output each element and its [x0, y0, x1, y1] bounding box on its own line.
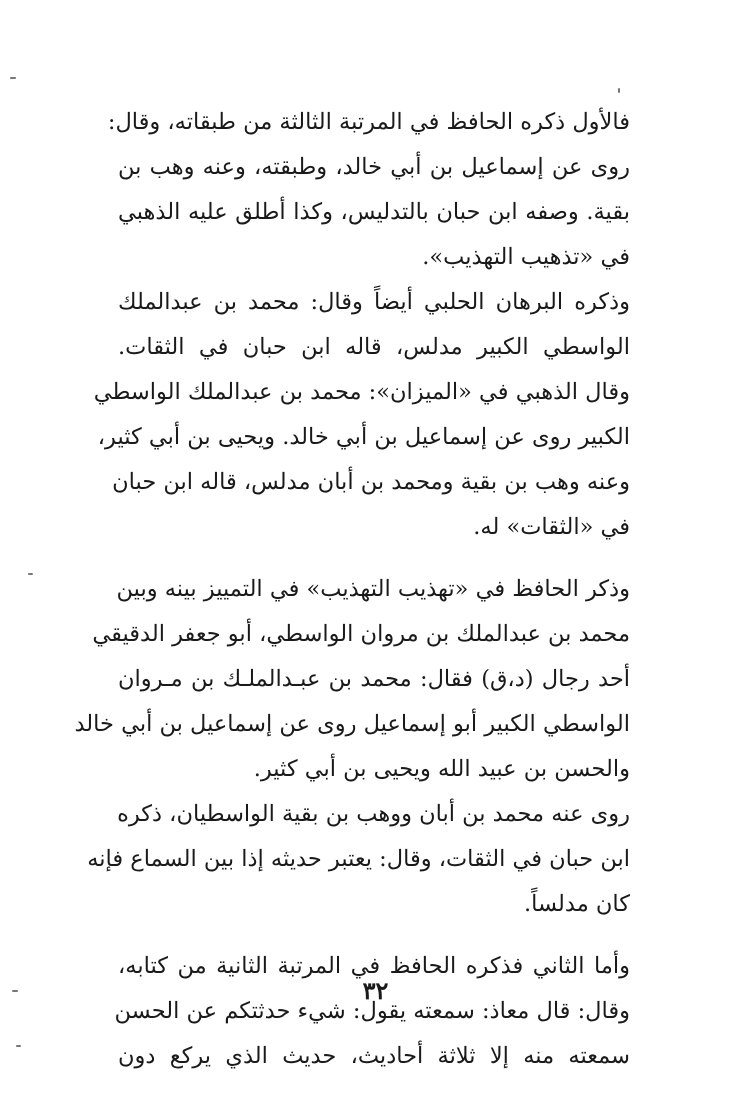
text-line: وقال: قال معاذ: سمعته يقول: شيء حدثتكم عن الحسن [114, 998, 630, 1024]
text-line: وعنه وهب بن بقية ومحمد بن أبان مدلس، قاله ابن حبان [112, 469, 630, 495]
scan-speck [10, 77, 16, 79]
paragraph-gap [118, 927, 630, 944]
text-line: وذكر الحافظ في «تهذيب التهذيب» في التمييز بينه وبين [116, 576, 630, 602]
text-line: في «تذهيب التهذيب». [422, 244, 630, 270]
text-line: روى عنه محمد بن أبان ووهب بن بقية الواسطيان، ذكره [117, 801, 630, 827]
text-line: الكبير روى عن إسماعيل بن أبي خالد. ويحيى بن أبي كثير، [97, 424, 630, 450]
text-line: أحد رجال (د،ق) فقال: محمد بن عبـدالملـك بن مـروان [118, 666, 630, 692]
text-line: سمعته منه إلا ثلاثة أحاديث، حديث الذي يركع دون [118, 1043, 630, 1069]
text-line: روى عن إسماعيل بن أبي خالد، وطبقته، وعنه وهب بن [118, 154, 630, 180]
text-line: وقال الذهبي في «الميزان»: محمد بن عبدالملك الواسطي [93, 379, 630, 405]
text-line: الواسطي الكبير أبو إسماعيل روى عن إسماعيل بن أبي خالد [74, 711, 630, 737]
text-line: والحسن بن عبيد الله ويحيى بن أبي كثير. [253, 756, 630, 782]
text-line: وذكره البرهان الحلبي أيضاً وقال: محمد بن عبدالملك [118, 289, 630, 315]
text-line: الواسطي الكبير مدلس، قاله ابن حبان في الثقات. [118, 334, 630, 360]
main-text [74, 100, 630, 1079]
scan-speck [618, 88, 620, 93]
text-line: بقية. وصفه ابن حبان بالتدليس، وكذا أطلق عليه الذهبي [118, 199, 630, 225]
text-line: وأما الثاني فذكره الحافظ في المرتبة الثانية من كتابه، [118, 953, 630, 979]
text-line: فالأول ذكره الحافظ في المرتبة الثالثة من طبقاته، وقال: [107, 109, 630, 135]
text-line: كان مدلساً. [523, 891, 630, 917]
page-number: ٣٢ [362, 976, 389, 1005]
paragraph-gap [118, 550, 630, 567]
text-line: في «الثقات» له. [473, 514, 630, 540]
text-line: ابن حبان في الثقات، وقال: يعتبر حديثه إذا بين السماع فإنه [87, 846, 630, 872]
scan-speck [16, 1045, 21, 1047]
scan-speck [28, 573, 33, 575]
scan-speck [12, 990, 18, 992]
text-line: محمد بن عبدالملك بن مروان الواسطي، أبو جعفر الدقيقي [92, 621, 630, 647]
